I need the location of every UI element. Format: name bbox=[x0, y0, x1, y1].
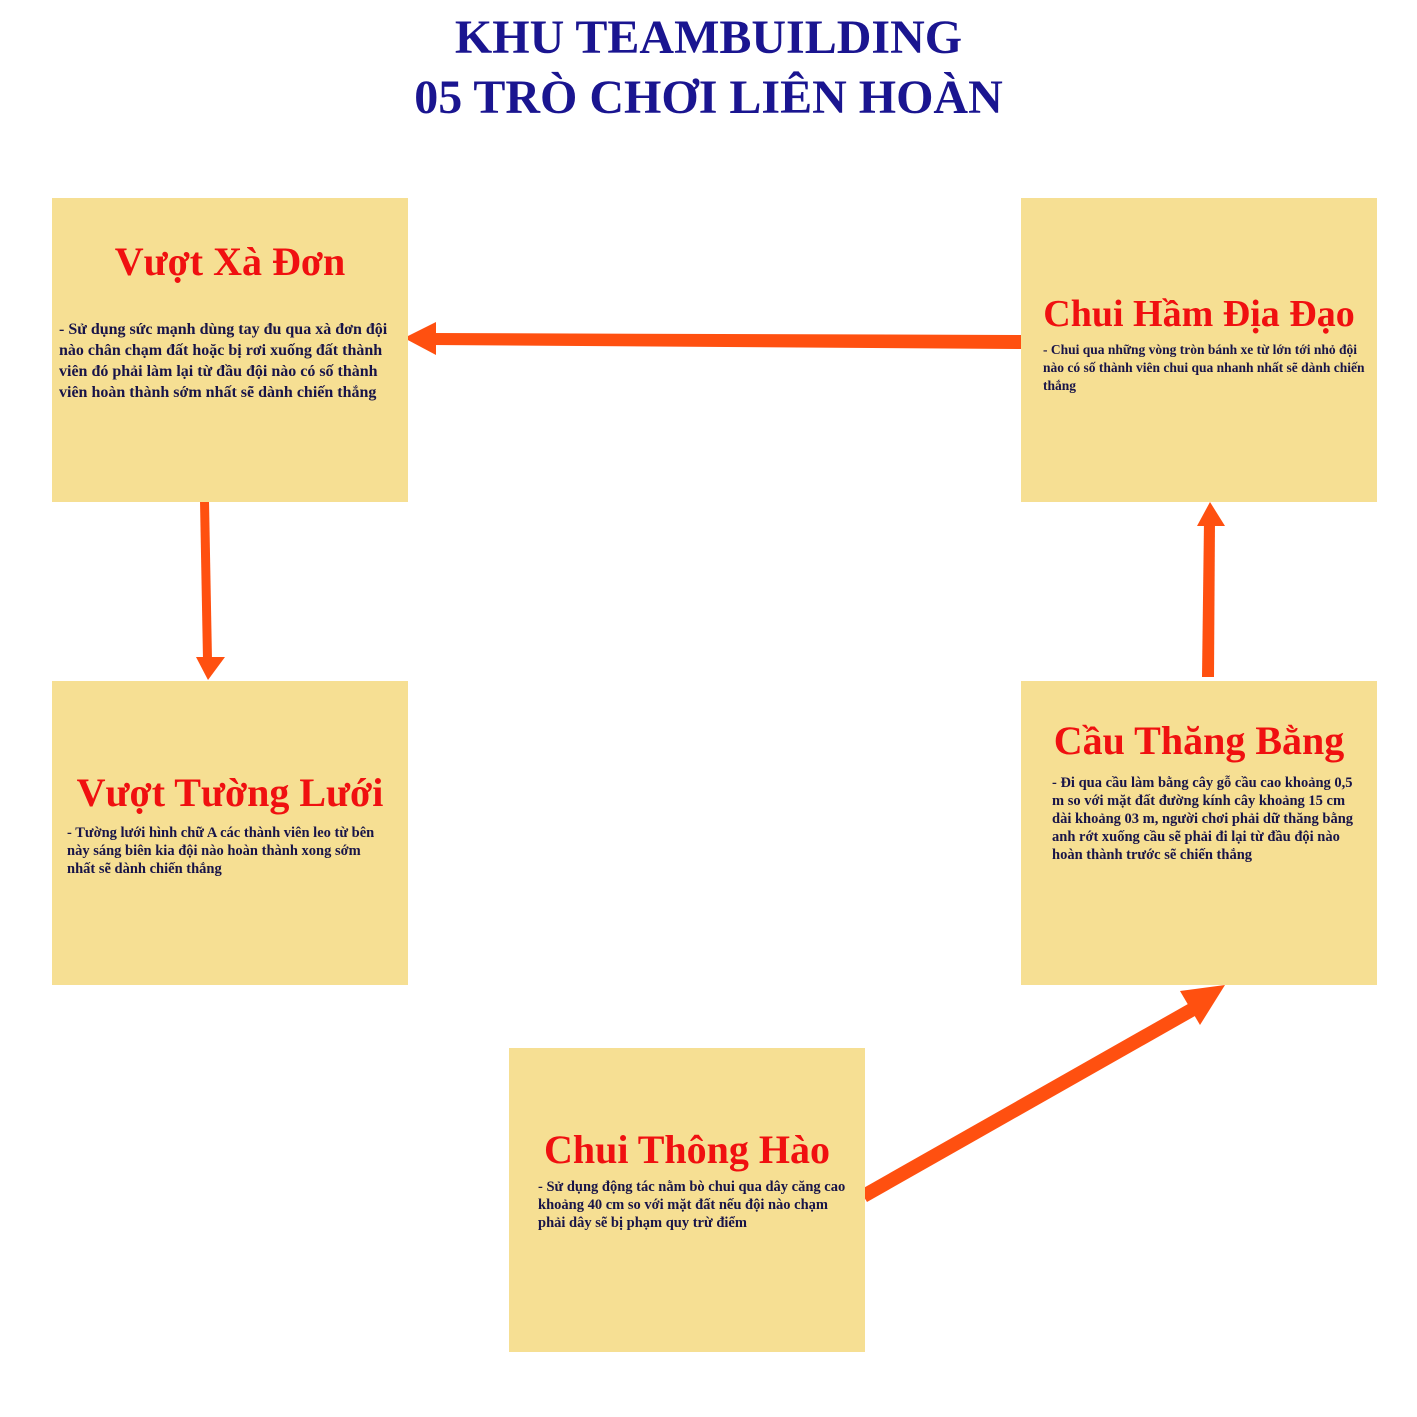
arrow-ham-dia-dao-to-xa-don bbox=[404, 322, 1021, 355]
game-title: Vượt Xà Đơn bbox=[114, 239, 346, 284]
game-description: - Tường lưới hình chữ A các thành viên leo từ bên này sáng biên kia đội nào hoàn thành xong sớm nhất sẽ dành chiến thắng bbox=[67, 825, 375, 877]
game-description: - Đi qua cầu làm bằng cây gỗ cầu cao khoảng 0,5 m so với mặt đất đường kính cây khoảng 15 cm dài khoảng 03 m, người chơi phải dữ thăng bằng anh rớt xuống cầu sẽ phải đi lại từ đầu đội nào hoàn thành trước sẽ chiến thắng bbox=[1052, 775, 1354, 863]
page-title-line-1: KHU TEAMBUILDING bbox=[454, 11, 963, 64]
game-card-chui-thong-hao bbox=[509, 1048, 865, 1352]
arrow-thong-hao-to-thang-bang bbox=[860, 985, 1225, 1202]
game-description: - Sử dụng sức mạnh dùng tay đu qua xà đơn đội nào chân chạm đất hoặc bị rơi xuống đất thành viên đó phải làm lại từ đầu đội nào có số thành viên hoàn thành sớm nhất sẽ dành chiến thắng bbox=[59, 321, 388, 401]
game-title: Chui Hầm Địa Đạo bbox=[1043, 293, 1355, 335]
arrow-xa-don-to-tuong-luoi bbox=[196, 501, 225, 680]
game-card-vuot-tuong-luoi bbox=[52, 681, 408, 985]
game-title: Chui Thông Hào bbox=[543, 1127, 831, 1172]
game-title: Vượt Tường Lưới bbox=[76, 770, 384, 815]
game-card-vuot-xa-don bbox=[52, 198, 408, 502]
game-description: - Sử dụng động tác nằm bò chui qua dây căng cao khoảng 40 cm so với mặt đất nếu đội nào chạm phải dây sẽ bị phạm quy trừ điểm bbox=[538, 1179, 846, 1231]
game-description: - Chui qua những vòng tròn bánh xe từ lớn tới nhỏ đội nào có số thành viên chui qua nhanh nhất sẽ dành chiến thắng bbox=[1043, 342, 1365, 393]
game-card-chui-ham-dia-dao bbox=[1021, 198, 1377, 502]
game-title: Cầu Thăng Bằng bbox=[1053, 718, 1345, 763]
page-title-line-2: 05 TRÒ CHƠI LIÊN HOÀN bbox=[414, 71, 1003, 124]
game-card-cau-thang-bang bbox=[1021, 681, 1377, 985]
arrow-thang-bang-to-ham-dia-dao bbox=[1197, 502, 1225, 677]
